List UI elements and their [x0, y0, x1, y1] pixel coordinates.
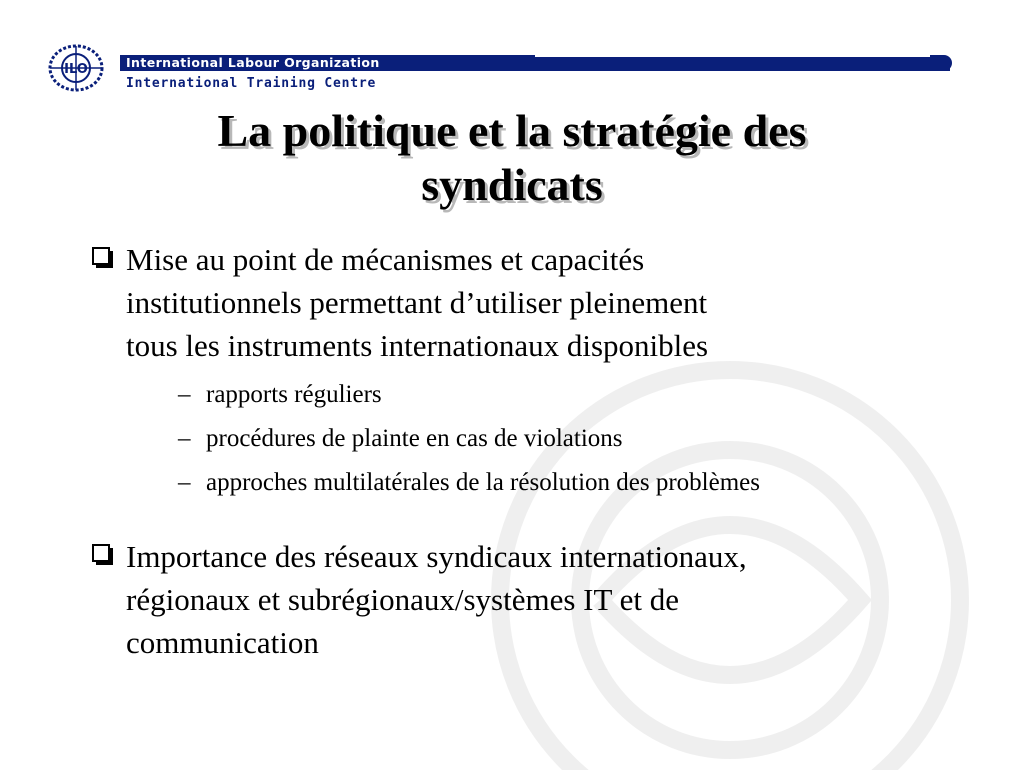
slide-title-line1: La politique et la stratégie des	[217, 105, 807, 156]
bullet-item	[90, 535, 990, 664]
bullet-line: Mise au point de mécanismes et capacités	[126, 242, 645, 277]
checkbox-icon	[92, 247, 114, 269]
bullet-line: institutionnels permettant d’utiliser pleinement	[126, 285, 708, 320]
dash-marker: –	[178, 381, 191, 408]
bullet-line: régionaux et subrégionaux/systèmes IT et de	[126, 582, 679, 617]
ilo-emblem-icon	[46, 43, 106, 93]
slide-title	[120, 104, 904, 212]
header-band-divider	[535, 55, 930, 57]
header-band-tip	[930, 55, 952, 71]
bullet-line: tous les instruments internationaux disponibles	[126, 328, 709, 363]
svg-text:ILO: ILO	[64, 62, 88, 77]
sub-item	[178, 417, 990, 461]
sub-item-text: rapports réguliers	[206, 381, 382, 408]
slide-title-line2: syndicats	[421, 159, 603, 210]
bullet-line: Importance des réseaux syndicaux internationaux,	[126, 539, 747, 574]
dash-marker: –	[178, 425, 191, 452]
sub-item-text: approches multilatérales de la résolution des problèmes	[206, 469, 760, 496]
dash-marker: –	[178, 469, 191, 496]
checkbox-icon	[92, 544, 114, 566]
sub-item-text: procédures de plainte en cas de violations	[206, 425, 623, 452]
bullet-line: communication	[126, 625, 319, 660]
org-subtitle: International Training Centre	[126, 76, 377, 91]
bullet-item	[90, 238, 990, 505]
sub-item	[178, 373, 990, 417]
sub-item	[178, 461, 990, 505]
sub-list	[126, 373, 990, 505]
spacer	[90, 505, 990, 535]
org-name: International Labour Organization	[126, 55, 380, 70]
slide-body	[90, 238, 990, 664]
